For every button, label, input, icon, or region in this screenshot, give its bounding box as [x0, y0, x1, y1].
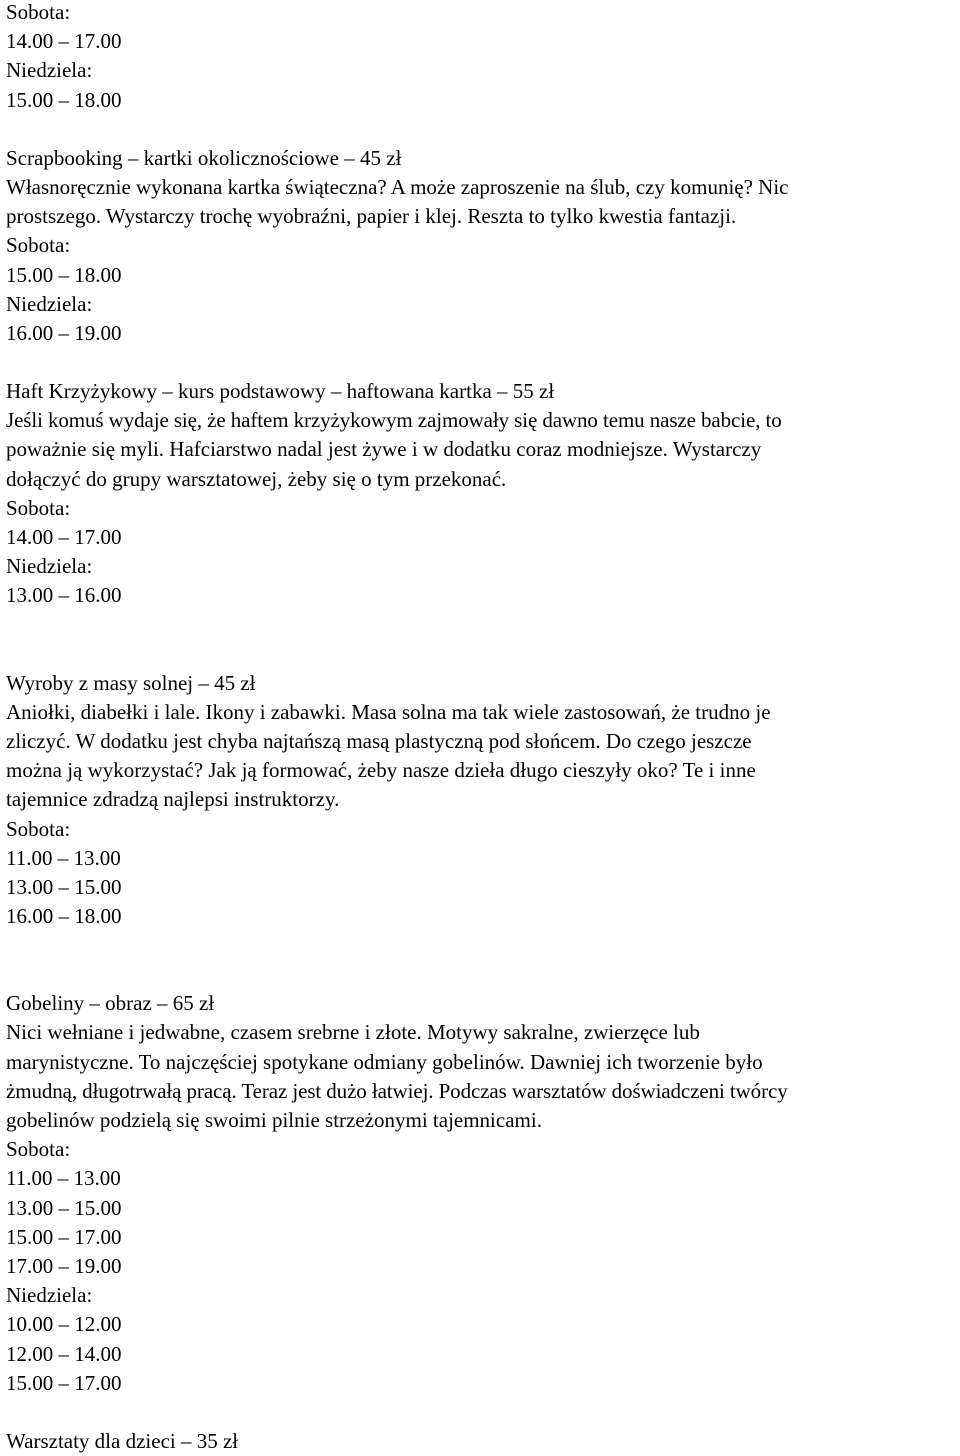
workshop-scrapbooking — [6, 144, 956, 348]
workshop-title: Haft Krzyżykowy – kurs podstawowy – haftowana kartka – 55 zł — [6, 379, 555, 404]
workshop-salt-dough — [6, 669, 956, 932]
time-slot: 10.00 – 12.00 — [6, 1312, 122, 1337]
sunday-label: Niedziela: — [6, 1283, 93, 1308]
saturday-label: Sobota: — [6, 495, 71, 520]
saturday-label: Sobota: — [6, 0, 71, 24]
workshop-description-line: tajemnice zdradzą najlepsi instruktorzy. — [6, 787, 340, 812]
saturday-label: Sobota: — [6, 816, 71, 841]
time-slot: 15.00 – 18.00 — [6, 87, 122, 112]
time-slot: 16.00 – 19.00 — [6, 320, 122, 345]
workshop-description-line: żmudną, długotrwałą pracą. Teraz jest dużo łatwiej. Podczas warsztatów doświadczeni twórcy — [6, 1078, 788, 1103]
time-slot: 13.00 – 16.00 — [6, 583, 122, 608]
sunday-label: Niedziela: — [6, 554, 93, 579]
workshop-description-line: dołączyć do grupy warsztatowej, żeby się o tym przekonać. — [6, 466, 507, 491]
sunday-label: Niedziela: — [6, 291, 93, 316]
workshop-description-line: Nici wełniane i jedwabne, czasem srebrne i złote. Motywy sakralne, zwierzęce lub — [6, 1020, 700, 1045]
workshop-description-line: można ją wykorzystać? Jak ją formować, żeby nasze dzieła długo cieszyły oko? Te i inne — [6, 758, 756, 783]
workshop-description-line: Własnoręcznie wykonana kartka świąteczna? A może zaproszenie na ślub, czy komunię? Nic — [6, 174, 789, 199]
time-slot: 15.00 – 18.00 — [6, 262, 122, 287]
time-slot: 11.00 – 13.00 — [6, 845, 121, 870]
time-slot: 11.00 – 13.00 — [6, 1166, 121, 1191]
time-slot: 13.00 – 15.00 — [6, 1195, 122, 1220]
time-slot: 14.00 – 17.00 — [6, 525, 122, 549]
workshop-title: Gobeliny – obraz – 65 zł — [6, 991, 215, 1016]
time-slot: 15.00 – 17.00 — [6, 1370, 122, 1395]
workshop-title: Scrapbooking – kartki okolicznościowe – 45 zł — [6, 145, 402, 170]
document-page — [6, 0, 956, 1456]
time-slot: 15.00 – 17.00 — [6, 1224, 122, 1249]
time-slot: 13.00 – 15.00 — [6, 874, 122, 899]
workshop-description-line: zliczyć. W dodatku jest chyba najtańszą masą plastyczną pod słońcem. Do czego jeszcze — [6, 728, 752, 753]
workshop-description-line: poważnie się myli. Hafciarstwo nadal jest żywe i w dodatku coraz modniejsze. Wystarczy — [6, 437, 762, 462]
time-slot: 17.00 – 19.00 — [6, 1253, 122, 1278]
saturday-label: Sobota: — [6, 1137, 71, 1162]
workshop-description-line: prostszego. Wystarczy trochę wyobraźni, papier i klej. Reszta to tylko kwestia fantazji. — [6, 204, 737, 229]
workshop-description-line: Jeśli komuś wydaje się, że haftem krzyżykowym zajmowały się dawno temu nasze babcie, to — [6, 408, 782, 433]
workshop-tapestry — [6, 989, 956, 1398]
workshop-description-line: marynistyczne. To najczęściej spotykane odmiany gobelinów. Dawniej ich tworzenie było — [6, 1049, 763, 1074]
workshop-description-line: Aniołki, diabełki i lale. Ikony i zabawki. Masa solna ma tak wiele zastosowań, że trudno je — [6, 699, 771, 724]
schedule-top — [6, 0, 956, 115]
saturday-label: Sobota: — [6, 233, 71, 258]
workshop-kids — [6, 1427, 956, 1456]
sunday-label: Niedziela: — [6, 58, 93, 83]
time-slot: 14.00 – 17.00 — [6, 29, 122, 54]
workshop-cross-stitch — [6, 377, 956, 611]
workshop-description-line: gobelinów podzielą się swoimi pilnie strzeżonymi tajemnicami. — [6, 1108, 542, 1132]
time-slot: 12.00 – 14.00 — [6, 1341, 122, 1366]
time-slot: 16.00 – 18.00 — [6, 904, 122, 929]
workshop-title: Warsztaty dla dzieci – 35 zł — [6, 1428, 239, 1453]
workshop-title: Wyroby z masy solnej – 45 zł — [6, 670, 256, 695]
